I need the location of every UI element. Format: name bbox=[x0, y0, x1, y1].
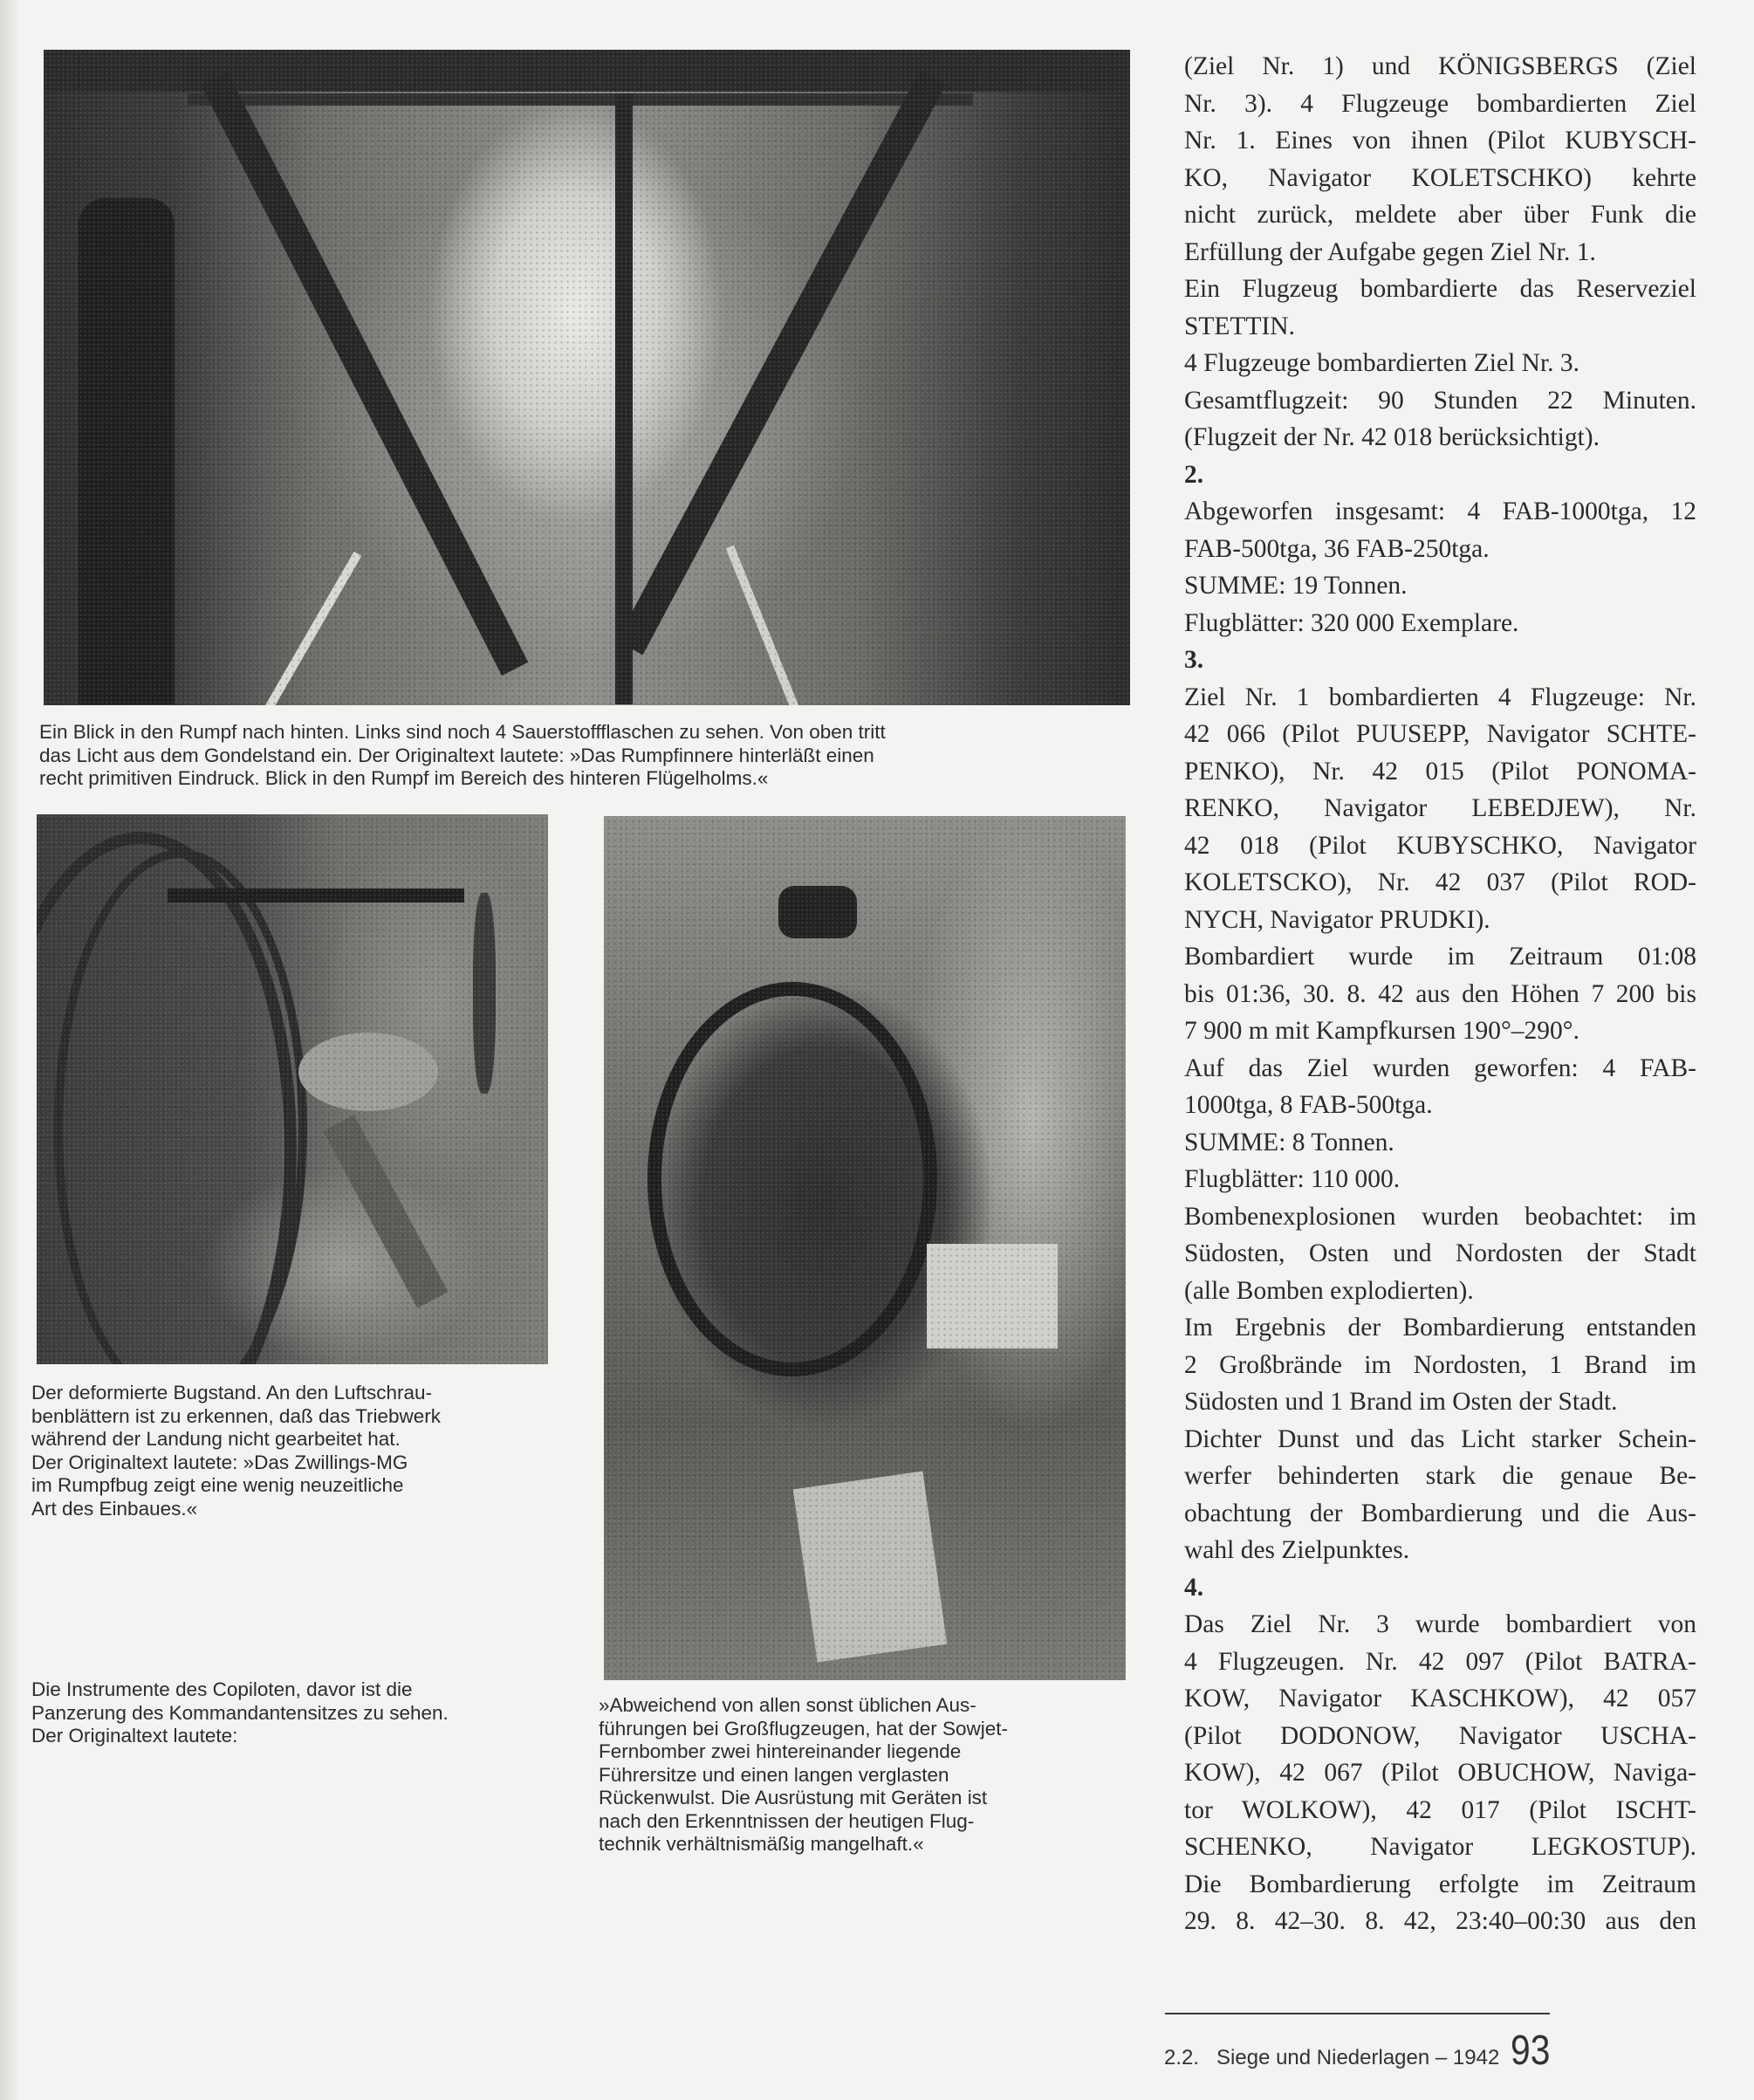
photo-grain bbox=[44, 50, 1130, 705]
caption-line: Panzerung des Kommandantensitzes zu sehen. bbox=[31, 1701, 449, 1724]
section-number: 2. bbox=[1184, 460, 1204, 489]
photo-turret-ring-inner bbox=[54, 849, 307, 1364]
text-line: PENKO), Nr. 42 015 (Pilot PONOMA- bbox=[1184, 757, 1696, 786]
photo-machine-gun bbox=[168, 889, 464, 902]
caption-line: Der Originaltext lautete: bbox=[31, 1725, 238, 1747]
text-line: SCHENKO, Navigator LEGKOSTUP). bbox=[1184, 1833, 1696, 1861]
text-line: 42 066 (Pilot PUUSEPP, Navigator SCHTE- bbox=[1184, 720, 1696, 748]
caption-line: technik verhältnismäßig mangelhaft.« bbox=[599, 1833, 924, 1855]
caption-line: Der Originaltext lautete: »Das Zwillings-MG bbox=[31, 1451, 408, 1473]
text-line: Südosten, Osten und Nordosten der Stadt bbox=[1184, 1239, 1696, 1267]
text-line: Nr. 3). 4 Flugzeuge bombardierten Ziel bbox=[1184, 89, 1696, 118]
text-line: KO, Navigator KOLETSCHKO) kehrte bbox=[1184, 163, 1696, 192]
photo-nose-turret bbox=[37, 814, 548, 1364]
text-line: (alle Bomben explodierten). bbox=[1184, 1276, 1474, 1305]
text-line: Südosten und 1 Brand im Osten der Stadt. bbox=[1184, 1388, 1618, 1416]
running-footer: 2.2. Siege und Niederlagen – 1942 bbox=[1164, 2046, 1500, 2069]
caption-line: Rückenwulst. Die Ausrüstung mit Geräten ist bbox=[599, 1787, 988, 1808]
text-line: KOLETSCKO), Nr. 42 037 (Pilot ROD- bbox=[1184, 868, 1696, 896]
photo-copilot-instruments bbox=[604, 816, 1126, 1680]
text-line: (Flugzeit der Nr. 42 018 berücksichtigt). bbox=[1184, 423, 1600, 451]
photo-fuselage-interior bbox=[44, 50, 1130, 705]
body-text-column bbox=[1184, 48, 1696, 1940]
text-line: bis 01:36, 30. 8. 42 aus den Höhen 7 200 bis bbox=[1184, 979, 1696, 1008]
photo-armor-plate bbox=[927, 1244, 1058, 1349]
text-line: NYCH, Navigator PRUDKI). bbox=[1184, 905, 1490, 934]
text-line: Im Ergebnis der Bombardierung entstanden bbox=[1184, 1314, 1696, 1342]
text-line: Bombardiert wurde im Zeitraum 01:08 bbox=[1184, 943, 1696, 971]
caption-instruments-quote bbox=[599, 1694, 1008, 1856]
caption-nose bbox=[31, 1382, 441, 1520]
text-line: 29. 8. 42–30. 8. 42, 23:40–00:30 aus den bbox=[1184, 1907, 1696, 1935]
caption-line: recht primitiven Eindruck. Blick in den Rumpf im Bereich des hinteren Flügelholms.« bbox=[39, 767, 769, 789]
text-line: SUMME: 8 Tonnen. bbox=[1184, 1128, 1394, 1156]
text-line: Flugblätter: 110 000. bbox=[1184, 1165, 1401, 1193]
photo-control-wheel bbox=[647, 982, 937, 1376]
photo-vertical-strut bbox=[615, 93, 633, 704]
photo-rail-right bbox=[726, 546, 819, 705]
page-number: 93 bbox=[1511, 2028, 1551, 2074]
caption-fuselage bbox=[39, 721, 886, 791]
text-line: 7 900 m mit Kampfkursen 190°–290°. bbox=[1184, 1017, 1579, 1045]
photo-propeller-blade bbox=[473, 893, 496, 1094]
photo-diagonal-strut-left bbox=[201, 72, 528, 676]
footer-rule bbox=[1165, 2013, 1550, 2014]
text-line: 4 Flugzeuge bombardierten Ziel Nr. 3. bbox=[1184, 349, 1580, 377]
text-line: Die Bombardierung erfolgte im Zeitraum bbox=[1184, 1870, 1696, 1898]
text-line: Ziel Nr. 1 bombardierten 4 Flugzeuge: Nr. bbox=[1184, 683, 1696, 711]
text-line: FAB-500tga, 36 FAB-250tga. bbox=[1184, 534, 1490, 563]
text-line: 42 018 (Pilot KUBYSCHKO, Navigator bbox=[1184, 831, 1696, 860]
text-line: 2 Großbrände im Nordosten, 1 Brand im bbox=[1184, 1350, 1696, 1379]
text-line: RENKO, Navigator LEBEDJEW), Nr. bbox=[1184, 794, 1696, 822]
text-line: Gesamtflugzeit: 90 Stunden 22 Minuten. bbox=[1184, 386, 1696, 415]
text-line: obachtung der Bombardierung und die Aus- bbox=[1184, 1499, 1696, 1527]
photo-propeller-blade-bent bbox=[323, 1115, 448, 1308]
text-line: 1000tga, 8 FAB-500tga. bbox=[1184, 1091, 1433, 1119]
caption-line: Der deformierte Bugstand. An den Luftschrau- bbox=[31, 1382, 433, 1403]
section-number: 4. bbox=[1184, 1573, 1204, 1602]
text-line: KOW), 42 067 (Pilot OBUCHOW, Naviga- bbox=[1184, 1759, 1696, 1787]
caption-line: Die Instrumente des Copiloten, davor ist die bbox=[31, 1678, 413, 1700]
photo-rail-left bbox=[241, 552, 362, 705]
caption-instruments bbox=[31, 1678, 449, 1748]
text-line: STETTIN. bbox=[1184, 312, 1295, 340]
photo-instrument-hood bbox=[778, 886, 857, 938]
text-line: (Ziel Nr. 1) und KÖNIGSBERGS (Ziel bbox=[1184, 52, 1696, 80]
text-line: Erfüllung der Aufgabe gegen Ziel Nr. 1. bbox=[1184, 237, 1596, 266]
caption-line: »Abweichend von allen sonst üblichen Aus- bbox=[599, 1694, 976, 1716]
page-edge-shadow bbox=[0, 0, 21, 2100]
text-line: Auf das Ziel wurden geworfen: 4 FAB- bbox=[1184, 1053, 1696, 1082]
photo-spinner bbox=[298, 1033, 438, 1111]
caption-line: benblättern ist zu erkennen, daß das Triebwerk bbox=[31, 1404, 442, 1427]
caption-line: führungen bei Großflugzeugen, hat der Sowjet- bbox=[599, 1717, 1009, 1740]
text-line: Das Ziel Nr. 3 wurde bombardiert von bbox=[1184, 1610, 1696, 1638]
text-line: KOW, Navigator KASCHKOW), 42 057 bbox=[1184, 1685, 1696, 1712]
text-line: Bombenexplosionen wurden beobachtet: im bbox=[1184, 1202, 1696, 1231]
text-line: Nr. 1. Eines von ihnen (Pilot KUBYSCH- bbox=[1184, 127, 1696, 154]
text-line: nicht zurück, meldete aber über Funk die bbox=[1184, 201, 1696, 229]
caption-line: Art des Einbaues.« bbox=[31, 1497, 198, 1520]
caption-line: Fernbomber zwei hintereinander liegende bbox=[599, 1740, 962, 1762]
section-number: 3. bbox=[1184, 646, 1204, 674]
text-line: werfer behinderten stark die genaue Be- bbox=[1184, 1462, 1696, 1490]
caption-line: während der Landung nicht gearbeitet hat. bbox=[31, 1428, 401, 1450]
photo-pedal-block bbox=[793, 1472, 947, 1663]
photo-crossbar bbox=[188, 93, 973, 106]
text-line: Ein Flugzeug bombardierte das Reserveziel bbox=[1184, 275, 1696, 303]
caption-line: Ein Blick in den Rumpf nach hinten. Links sind noch 4 Sauerstoffflaschen zu sehen. Von oben tritt bbox=[39, 721, 886, 743]
caption-line: Führersitze und einen langen verglasten bbox=[599, 1763, 949, 1786]
caption-line: das Licht aus dem Gondelstand ein. Der Originaltext lautete: »Das Rumpfinnere hinterläßt einen bbox=[39, 744, 874, 766]
text-line: tor WOLKOW), 42 017 (Pilot ISCHT- bbox=[1184, 1795, 1696, 1824]
text-line: Flugblätter: 320 000 Exemplare. bbox=[1184, 608, 1519, 637]
text-line: 4 Flugzeugen. Nr. 42 097 (Pilot BATRA- bbox=[1184, 1647, 1696, 1676]
caption-line: nach den Erkenntnissen der heutigen Flug- bbox=[599, 1809, 975, 1832]
text-line: (Pilot DODONOW, Navigator USCHA- bbox=[1184, 1721, 1696, 1750]
photo-diagonal-strut-right bbox=[617, 71, 946, 655]
photo-oxygen-bottles bbox=[79, 198, 175, 704]
text-line: Dichter Dunst und das Licht starker Schein- bbox=[1184, 1424, 1696, 1453]
text-line: wahl des Zielpunktes. bbox=[1184, 1536, 1410, 1564]
text-line: Abgeworfen insgesamt: 4 FAB-1000tga, 12 bbox=[1184, 498, 1696, 525]
caption-line: im Rumpfbug zeigt eine wenig neuzeitliche bbox=[31, 1474, 404, 1496]
text-line: SUMME: 19 Tonnen. bbox=[1184, 572, 1408, 600]
